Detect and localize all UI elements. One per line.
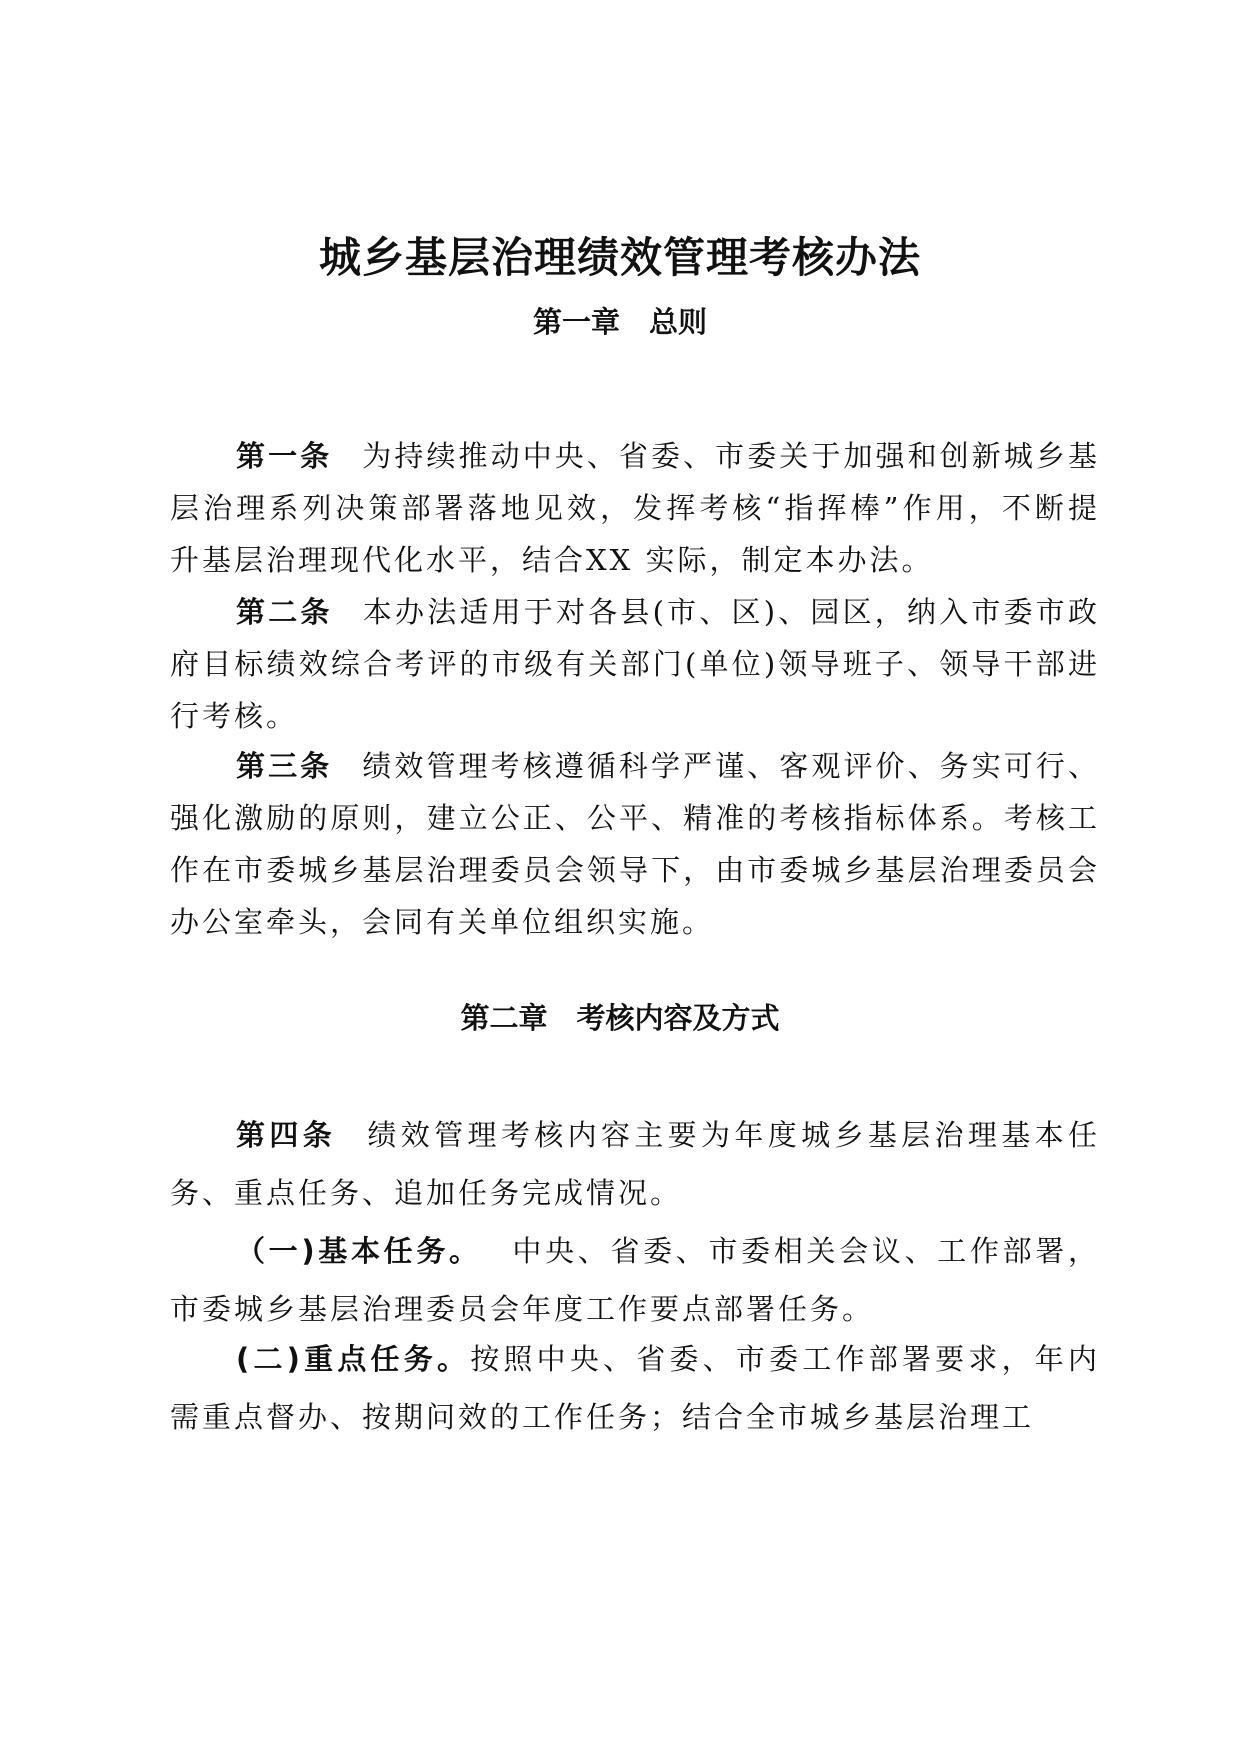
- article-label: 第二条: [236, 595, 333, 629]
- article-label: 第一条: [236, 439, 333, 473]
- item-text: 中央、省委、市委相关会议、工作部署，市委城乡基层治理委员会年度工作要点部署任务。: [170, 1234, 1100, 1326]
- article-text: 为持续推动中央、省委、市委关于加强和创新城乡基层治理系列决策部署落地见效，发挥考核“指挥棒”作用，不断提升基层治理现代化水平，结合XX 实际，制定本办法。: [170, 439, 1100, 577]
- item-paragraph: [170, 1330, 1100, 1446]
- document-title: 城乡基层治理绩效管理考核办法: [318, 233, 921, 282]
- chapter-heading: 第一章 总则: [532, 305, 707, 339]
- article-text: 本办法适用于对各县(市、区)、园区，纳入市委市政府目标绩效综合考评的市级有关部门(单位)领导班子、领导干部进行考核。: [170, 595, 1100, 733]
- article-paragraph: [170, 740, 1100, 948]
- article-paragraph: [170, 430, 1100, 586]
- chapter-heading: 第二章 考核内容及方式: [460, 1001, 780, 1035]
- article-label: 第三条: [236, 749, 333, 783]
- item-label: （一)基本任务。: [236, 1234, 482, 1268]
- article-text: 绩效管理考核遵循科学严谨、客观评价、务实可行、强化激励的原则，建立公正、公平、精准的考核指标体系。考核工作在市委城乡基层治理委员会领导下，由市委城乡基层治理委员会办公室牵头，会同有关单位组织实施。: [170, 749, 1100, 939]
- article-paragraph: [170, 586, 1100, 742]
- item-paragraph: [170, 1222, 1100, 1338]
- item-label: (二)重点任务。: [236, 1342, 471, 1376]
- article-text: 绩效管理考核内容主要为年度城乡基层治理基本任务、重点任务、追加任务完成情况。: [170, 1118, 1100, 1210]
- item-text: 按照中央、省委、市委工作部署要求，年内需重点督办、按期问效的工作任务；结合全市城乡基层治理工: [170, 1342, 1100, 1434]
- article-paragraph: [170, 1106, 1100, 1222]
- article-label: 第四条: [236, 1118, 337, 1152]
